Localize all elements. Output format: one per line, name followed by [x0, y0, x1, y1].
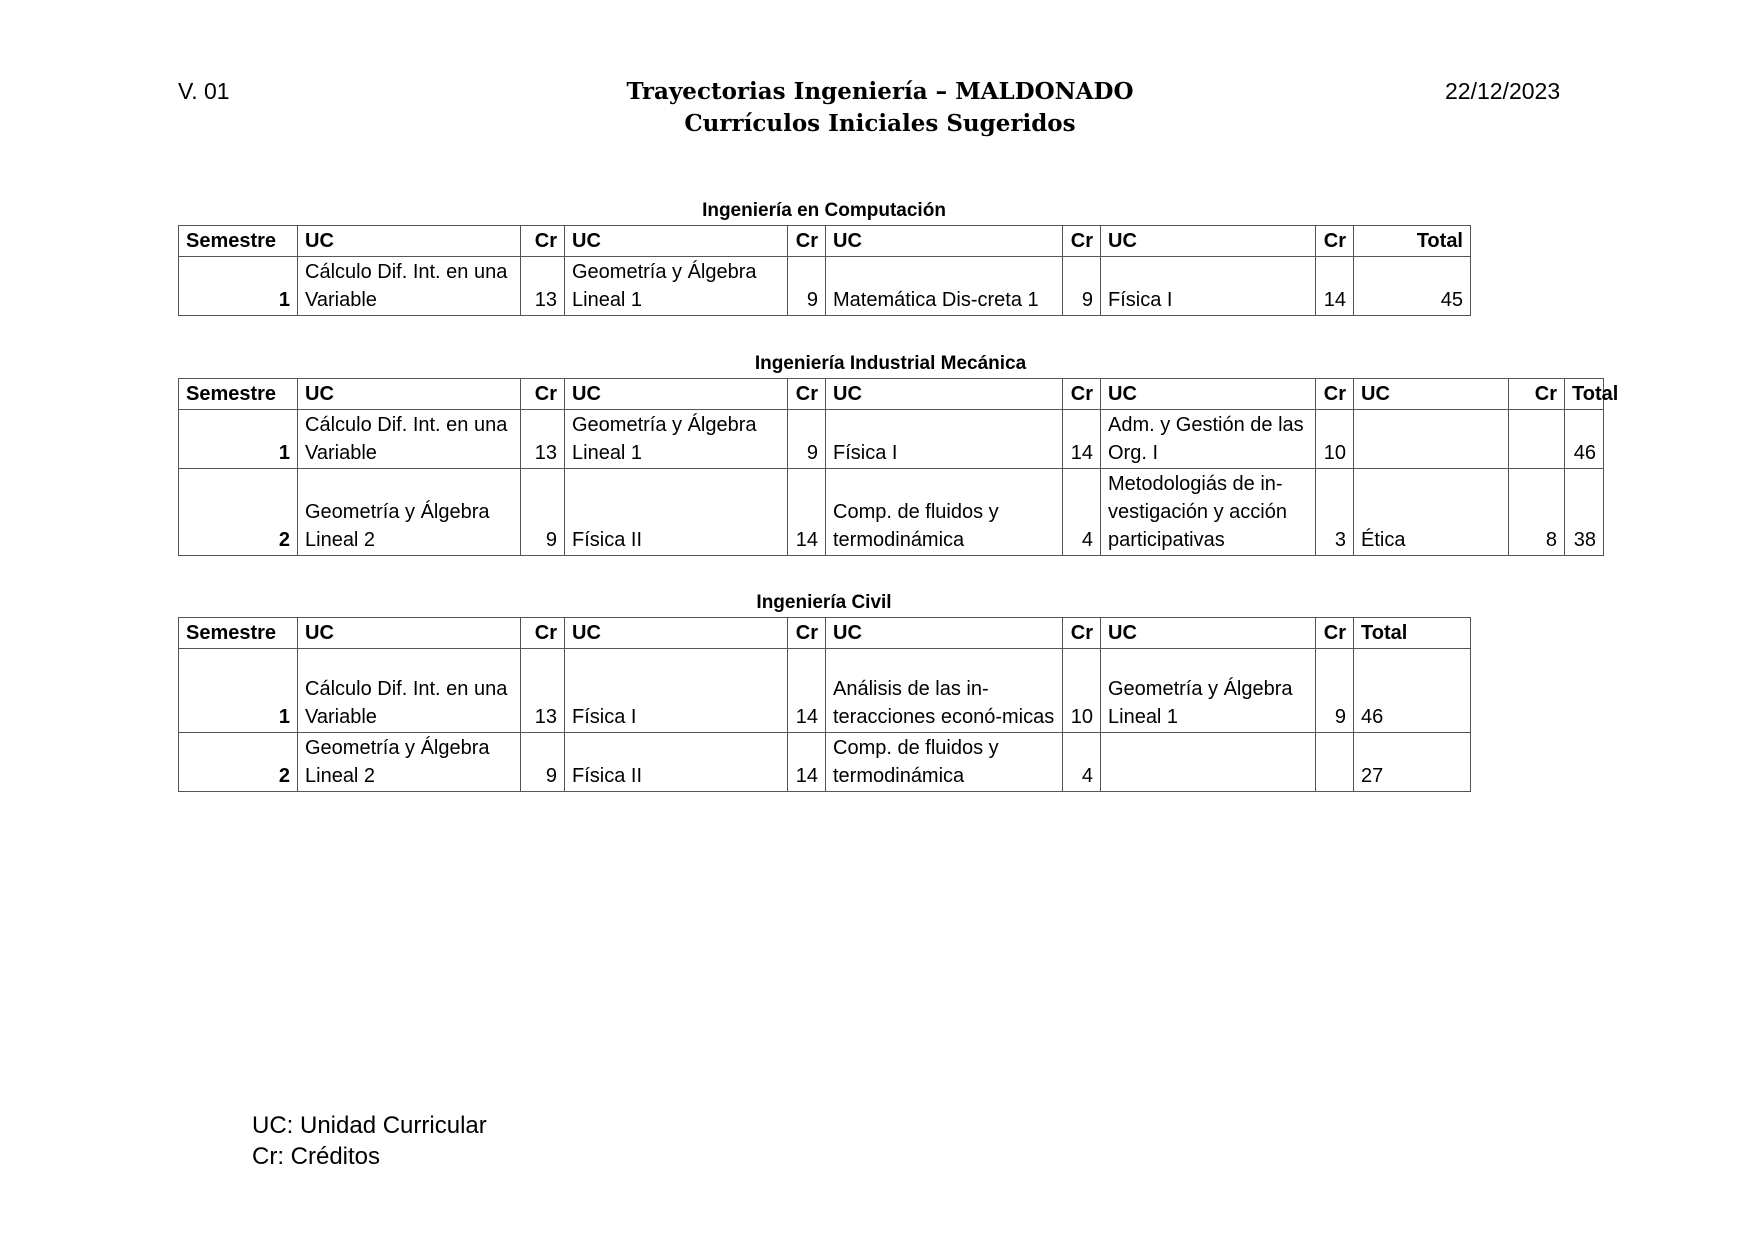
total-cell: 46: [1354, 649, 1471, 733]
uc-cell: Cálculo Dif. Int. en una Variable: [298, 410, 521, 469]
table-header-row: [179, 379, 1604, 410]
header-cr: Cr: [788, 226, 826, 257]
uc-cell: Geometría y Álgebra Lineal 1: [1101, 649, 1316, 733]
uc-cell: Física I: [565, 649, 788, 733]
header-uc: UC: [826, 618, 1063, 649]
header-total: Total: [1354, 226, 1471, 257]
cr-cell: 9: [788, 257, 826, 316]
cr-cell: 3: [1316, 469, 1354, 556]
uc-cell: Geometría y Álgebra Lineal 2: [298, 733, 521, 792]
header-uc: UC: [1101, 618, 1316, 649]
legend: [252, 1110, 487, 1172]
table-civil: [178, 617, 1471, 792]
uc-cell: Matemática Dis-creta 1: [826, 257, 1063, 316]
cr-cell: 13: [521, 410, 565, 469]
header-cr: Cr: [1316, 618, 1354, 649]
semester-cell: 2: [179, 469, 298, 556]
uc-cell: Geometría y Álgebra Lineal 1: [565, 410, 788, 469]
header-uc: UC: [1101, 226, 1316, 257]
table-row: [179, 257, 1471, 316]
semester-cell: 1: [179, 257, 298, 316]
cr-cell: 9: [1063, 257, 1101, 316]
semester-cell: 1: [179, 649, 298, 733]
version-label: V. 01: [178, 78, 230, 104]
header-semestre: Semestre: [179, 618, 298, 649]
uc-cell: Comp. de fluidos y termodinámica: [826, 733, 1063, 792]
header-cr: Cr: [521, 226, 565, 257]
semester-cell: 1: [179, 410, 298, 469]
total-cell: 45: [1354, 257, 1471, 316]
header-cr: Cr: [788, 379, 826, 410]
section-title-computacion: Ingeniería en Computación: [702, 200, 946, 221]
header-cr: Cr: [1316, 379, 1354, 410]
table-row: [179, 733, 1471, 792]
header-cr: Cr: [1509, 379, 1565, 410]
header-uc: UC: [1354, 379, 1509, 410]
table-row: [179, 649, 1471, 733]
total-cell: 27: [1354, 733, 1471, 792]
header-total: Total: [1354, 618, 1471, 649]
cr-cell: 13: [521, 257, 565, 316]
header-uc: UC: [565, 379, 788, 410]
section-title-mecanica: Ingeniería Industrial Mecánica: [754, 353, 1027, 374]
cr-cell: 9: [1316, 649, 1354, 733]
cr-cell: 14: [788, 469, 826, 556]
uc-cell: Cálculo Dif. Int. en una Variable: [298, 257, 521, 316]
legend-uc: UC: Unidad Curricular: [252, 1112, 487, 1139]
uc-cell: Ética: [1354, 469, 1509, 556]
uc-cell: [1354, 410, 1509, 469]
cr-cell: 9: [521, 469, 565, 556]
cr-cell: 14: [788, 649, 826, 733]
header-uc: UC: [826, 226, 1063, 257]
uc-cell: Adm. y Gestión de las Org. I: [1101, 410, 1316, 469]
table-header-row: [179, 618, 1471, 649]
cr-cell: 4: [1063, 733, 1101, 792]
table-row: [179, 469, 1604, 556]
uc-cell: Física I: [826, 410, 1063, 469]
cr-cell: 8: [1509, 469, 1565, 556]
table-header-row: [179, 226, 1471, 257]
cr-cell: 10: [1316, 410, 1354, 469]
legend-cr: Cr: Créditos: [252, 1143, 381, 1170]
table-mecanica: [178, 378, 1619, 556]
section-title-civil: Ingeniería Civil: [756, 592, 892, 613]
cr-cell: 4: [1063, 469, 1101, 556]
header-uc: UC: [1101, 379, 1316, 410]
document-title: Trayectorias Ingeniería – MALDONADO: [626, 78, 1134, 105]
table-row: [179, 410, 1604, 469]
header-cr: Cr: [1063, 618, 1101, 649]
header-uc: UC: [565, 618, 788, 649]
cr-cell: [1316, 733, 1354, 792]
cr-cell: 10: [1063, 649, 1101, 733]
cr-cell: 14: [788, 733, 826, 792]
header-uc: UC: [298, 618, 521, 649]
uc-cell: Metodologiás de in-vestigación y acción participativas: [1101, 469, 1316, 556]
header-cr: Cr: [1063, 226, 1101, 257]
header-cr: Cr: [521, 379, 565, 410]
document-date: 22/12/2023: [1445, 78, 1561, 104]
header-uc: UC: [298, 226, 521, 257]
header-cr: Cr: [1316, 226, 1354, 257]
uc-cell: [1101, 733, 1316, 792]
uc-cell: Física II: [565, 733, 788, 792]
header-semestre: Semestre: [179, 379, 298, 410]
header-cr: Cr: [1063, 379, 1101, 410]
cr-cell: 9: [788, 410, 826, 469]
header-uc: UC: [565, 226, 788, 257]
uc-cell: Física II: [565, 469, 788, 556]
uc-cell: Cálculo Dif. Int. en una Variable: [298, 649, 521, 733]
cr-cell: 14: [1063, 410, 1101, 469]
cr-cell: [1509, 410, 1565, 469]
uc-cell: Análisis de las in-teracciones econó-micas: [826, 649, 1063, 733]
total-cell: 46: [1565, 410, 1604, 469]
document-title-block: [560, 76, 1200, 140]
cr-cell: 13: [521, 649, 565, 733]
uc-cell: Geometría y Álgebra Lineal 2: [298, 469, 521, 556]
header-cr: Cr: [788, 618, 826, 649]
header-cr: Cr: [521, 618, 565, 649]
cr-cell: 9: [521, 733, 565, 792]
document-subtitle: Currículos Iniciales Sugeridos: [684, 110, 1076, 137]
cr-cell: 14: [1316, 257, 1354, 316]
header-semestre: Semestre: [179, 226, 298, 257]
semester-cell: 2: [179, 733, 298, 792]
uc-cell: Física I: [1101, 257, 1316, 316]
uc-cell: Comp. de fluidos y termodinámica: [826, 469, 1063, 556]
uc-cell: Geometría y Álgebra Lineal 1: [565, 257, 788, 316]
header-uc: UC: [826, 379, 1063, 410]
table-computacion: [178, 225, 1471, 316]
header-total: Total: [1565, 379, 1604, 410]
header-uc: UC: [298, 379, 521, 410]
total-cell: 38: [1565, 469, 1604, 556]
